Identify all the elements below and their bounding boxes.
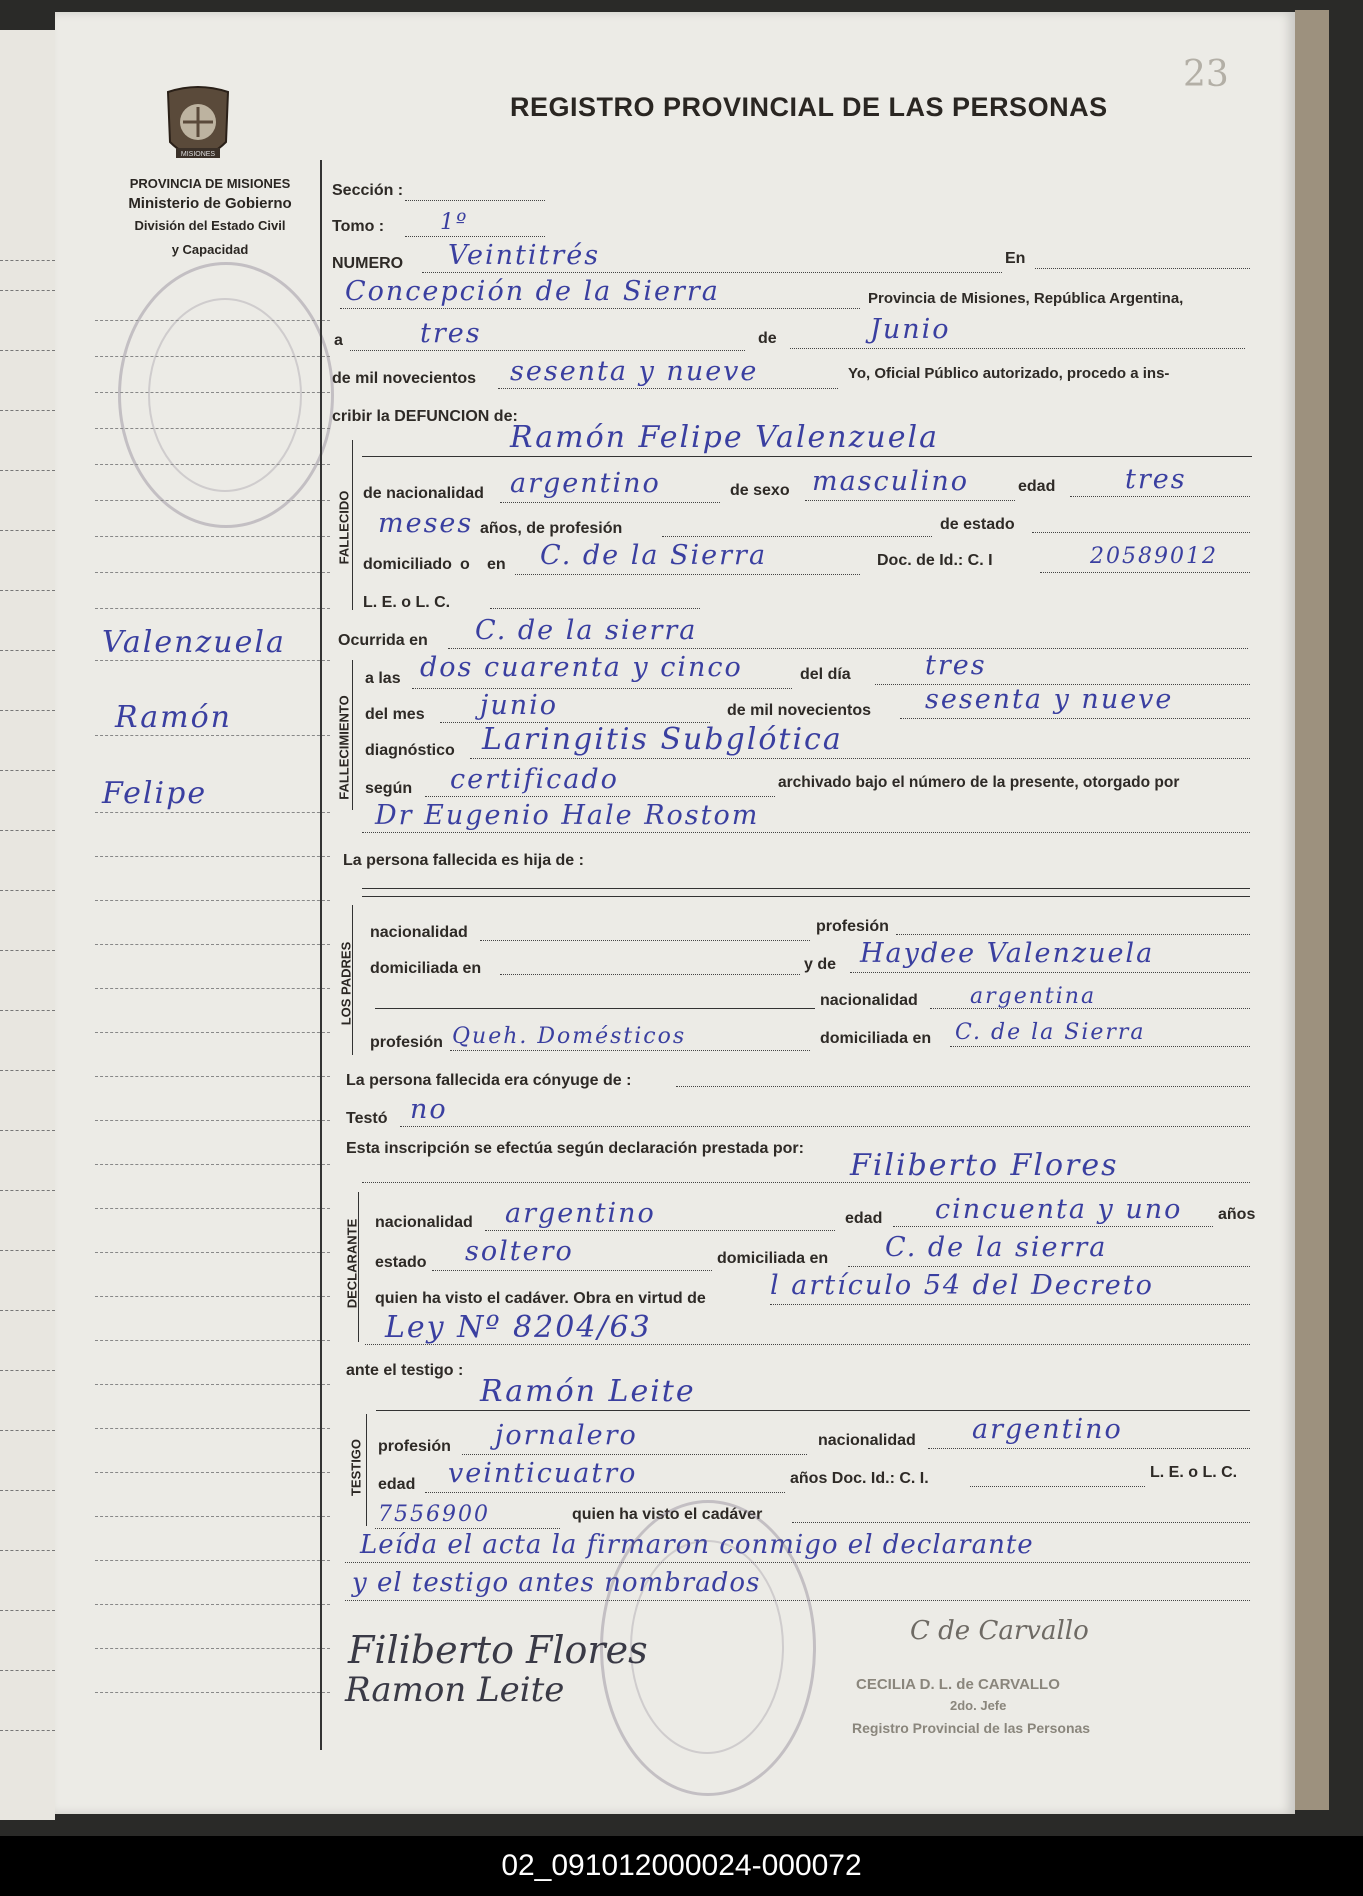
day-value: tres: [420, 318, 482, 349]
division-name-2: y Capacidad: [171, 242, 249, 257]
facing-page-edge: [0, 30, 55, 1820]
en-label: En: [1005, 250, 1026, 267]
testigo-doc-value: 7556900: [378, 1502, 490, 1527]
book-spine: [1295, 10, 1329, 1810]
doc-label: Doc. de Id.: C. I: [877, 552, 993, 569]
fallecido-section-label: FALLECIDO: [336, 490, 352, 565]
bottom-stamp-inner: [630, 1540, 784, 1754]
declarante-section-label: DECLARANTE: [344, 1218, 360, 1309]
testigo-nacionalidad-value: argentino: [972, 1414, 1123, 1445]
segun-label: según: [365, 780, 413, 797]
testigo-edad-label: edad: [378, 1476, 416, 1493]
declarante-nacionalidad-value: argentino: [505, 1198, 656, 1229]
padres-profesion2-value: Queh. Domésticos: [452, 1024, 687, 1049]
sexo-label: de sexo: [730, 482, 790, 499]
declarante-name: Filiberto Flores: [850, 1148, 1119, 1183]
closing-line-2: y el testigo antes nombrados: [352, 1568, 761, 1598]
margin-name-2: Felipe: [102, 776, 208, 811]
page-title: REGISTRO PROVINCIAL DE LAS PERSONAS: [510, 92, 1108, 122]
declaracion-label: Esta inscripción se efectúa según declaración prestada por:: [346, 1140, 804, 1157]
conyuge-label: La persona fallecida era cónyuge de :: [346, 1072, 632, 1089]
meses-value: meses: [378, 508, 474, 539]
sexo-value: masculino: [812, 466, 969, 497]
oficial-title: 2do. Jefe: [950, 1698, 1007, 1713]
declarante-domiciliada-label: domiciliada en: [717, 1250, 829, 1267]
declarante-edad-value: cincuenta y uno: [935, 1194, 1183, 1225]
file-id-footer: 02_091012000024-000072: [0, 1836, 1363, 1896]
testigo-section-label: TESTIGO: [348, 1438, 364, 1497]
alas-label: a las: [365, 670, 401, 687]
deceased-name: Ramón Felipe Valenzuela: [510, 420, 939, 455]
page-number: 23: [1183, 54, 1229, 95]
svg-text:MISIONES: MISIONES: [180, 151, 216, 158]
numero-label: NUMERO: [332, 255, 404, 272]
oficial-label: Yo, Oficial Público autorizado, procedo a ins-: [848, 365, 1170, 382]
declarante-estado-value: soltero: [465, 1236, 574, 1267]
ocurrida-label: Ocurrida en: [338, 632, 428, 649]
padres-profesion-label: profesión: [816, 918, 889, 935]
province-name: PROVINCIA DE MISIONES: [129, 176, 291, 191]
anos-profesion-label: años, de profesión: [480, 520, 623, 537]
ocurrida-value: C. de la sierra: [475, 615, 698, 646]
testigo-edad-value: veinticuatro: [448, 1458, 638, 1489]
tomo-value: 1º: [440, 210, 469, 235]
estado-label: de estado: [940, 516, 1015, 533]
padres-nacionalidad2-value: argentina: [970, 984, 1097, 1009]
coat-of-arms-icon: [158, 82, 238, 172]
fallecido-nacionalidad-value: argentino: [510, 468, 661, 499]
diagnostico-value: Laringitis Subglótica: [482, 722, 843, 757]
diagnostico-label: diagnóstico: [365, 742, 455, 759]
tomo-label: Tomo :: [332, 218, 385, 235]
division-name: División del Estado Civil: [134, 218, 286, 233]
declarante-signature: Filiberto Flores: [348, 1628, 648, 1672]
declarante-estado-label: estado: [375, 1254, 427, 1271]
fallecido-nacionalidad-label: de nacionalidad: [363, 485, 484, 502]
le-lc-label: L. E. o L. C.: [363, 594, 451, 611]
anio-value: sesenta y nueve: [925, 684, 1174, 715]
year-value: sesenta y nueve: [510, 356, 759, 387]
archivado-label: archivado bajo el número de la presente, otorgado por: [778, 774, 1180, 791]
milnov-label: de mil novecientos: [727, 702, 872, 719]
segun-value: certificado: [450, 764, 619, 795]
testigo-cadaver-label: quien ha visto el cadáver: [572, 1506, 763, 1523]
padres-domiciliada-label: domiciliada en: [370, 960, 482, 977]
testigo-profesion-value: jornalero: [495, 1420, 638, 1451]
testigo-intro-label: ante el testigo :: [346, 1362, 464, 1379]
mes-value: junio: [480, 690, 559, 721]
deldia-label: del día: [800, 666, 851, 683]
padres-intro-label: La persona fallecida es hija de :: [343, 852, 584, 869]
a-label: a: [334, 332, 343, 349]
testigo-nacionalidad-label: nacionalidad: [818, 1432, 916, 1449]
declarante-ley-value: Ley Nº 8204/63: [385, 1310, 652, 1345]
seccion-label: Sección :: [332, 182, 404, 199]
doc-value: 20589012: [1090, 544, 1218, 569]
declarante-obra-value: l artículo 54 del Decreto: [770, 1270, 1154, 1301]
official-stamp-inner: [148, 298, 302, 492]
provincia-label: Provincia de Misiones, República Argentina,: [868, 290, 1184, 307]
oficial-signature: C de Carvallo: [910, 1616, 1089, 1646]
month-value: Junio: [870, 314, 951, 345]
domiciliado-o: o: [460, 556, 470, 573]
margin-surname: Valenzuela: [102, 625, 286, 660]
declarante-domiciliada-value: C. de la sierra: [885, 1232, 1108, 1263]
testo-value: no: [410, 1094, 448, 1125]
margin-rule: [320, 160, 322, 1750]
padres-nacionalidad-label: nacionalidad: [370, 924, 468, 941]
declarante-edad-label: edad: [845, 1210, 883, 1227]
delmes-label: del mes: [365, 706, 425, 723]
closing-line-1: Leída el acta la firmaron conmigo el declarante: [360, 1530, 1034, 1560]
oficial-name: CECILIA D. L. de CARVALLO: [856, 1676, 1060, 1693]
edad-value: tres: [1125, 464, 1187, 495]
testigo-anos-label: años Doc. Id.: C. I.: [790, 1470, 929, 1487]
ministry-name: Ministerio de Gobierno: [128, 195, 292, 212]
medico-value: Dr Eugenio Hale Rostom: [375, 800, 760, 831]
dia-value: tres: [925, 650, 987, 681]
yde-label: y de: [804, 956, 837, 973]
madre-value: Haydee Valenzuela: [860, 938, 1155, 969]
testigo-signature: Ramon Leite: [345, 1670, 565, 1710]
year-label: de mil novecientos: [332, 370, 477, 387]
margin-name-1: Ramón: [115, 700, 232, 735]
testigo-profesion-label: profesión: [378, 1438, 451, 1455]
padres-nacionalidad2-label: nacionalidad: [820, 992, 918, 1009]
edad-label: edad: [1018, 478, 1056, 495]
fallecimiento-section-label: FALLECIMIENTO: [336, 695, 352, 800]
inscribir-label: cribir la DEFUNCION de:: [332, 408, 518, 425]
declarante-nacionalidad-label: nacionalidad: [375, 1214, 473, 1231]
domiciliado-label: domiciliado: [363, 556, 452, 573]
padres-domiciliada2-label: domiciliada en: [820, 1030, 932, 1047]
testigo-name: Ramón Leite: [480, 1374, 696, 1409]
testo-label: Testó: [346, 1110, 388, 1127]
padres-domiciliada2-value: C. de la Sierra: [955, 1020, 1146, 1045]
declarante-cadaver-label: quien ha visto el cadáver. Obra en virtud de: [375, 1290, 706, 1307]
place-value: Concepción de la Sierra: [345, 276, 720, 307]
padres-profesion2-label: profesión: [370, 1034, 443, 1051]
oficial-org: Registro Provincial de las Personas: [852, 1720, 1091, 1736]
numero-value: Veintitrés: [448, 240, 601, 271]
declarante-anos-label: años: [1218, 1206, 1256, 1223]
padres-section-label: LOS PADRES: [338, 941, 354, 1026]
domiciliado-en-label: en: [487, 556, 506, 573]
domicilio-value: C. de la Sierra: [540, 540, 768, 571]
de-label: de: [758, 330, 777, 347]
hora-value: dos cuarenta y cinco: [420, 652, 743, 683]
testigo-le-label: L. E. o L. C.: [1150, 1464, 1238, 1481]
